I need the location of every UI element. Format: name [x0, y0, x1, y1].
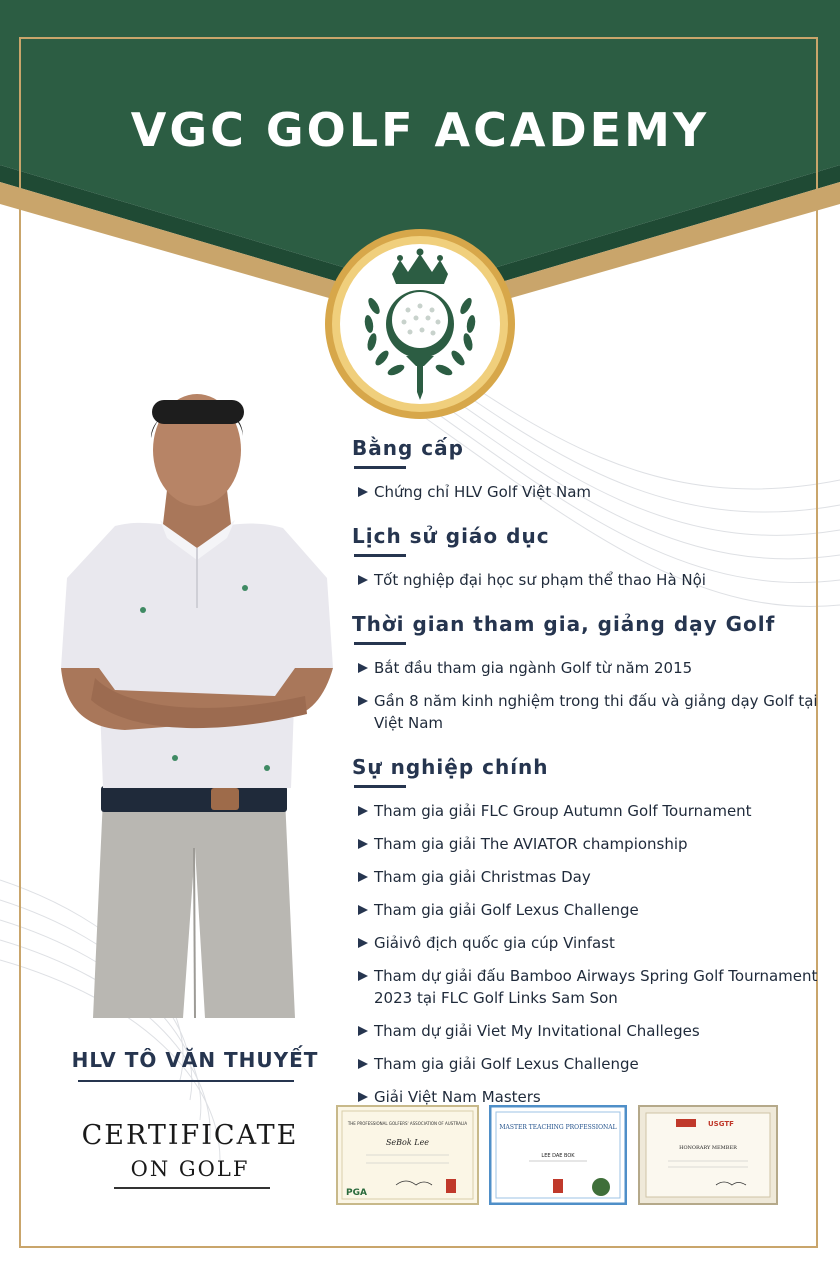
list-item: Giải Việt Nam Masters: [352, 1086, 822, 1108]
bullet-arrow-icon: [358, 905, 368, 915]
svg-text:PGA: PGA: [346, 1188, 367, 1198]
bullet-arrow-icon: [358, 1092, 368, 1102]
profile-content: [352, 430, 822, 1119]
golf-ball-icon: [386, 290, 454, 358]
usgtf-certificate-icon: [638, 1105, 778, 1205]
certificate-title: CERTIFICATE: [81, 1120, 299, 1151]
experience-list: [352, 657, 822, 734]
name-underline: [78, 1080, 294, 1082]
list-item: Tham dự giải Viet My Invitational Challeges: [352, 1020, 822, 1042]
coach-name: HLV TÔ VĂN THUYẾT: [71, 1048, 319, 1072]
page-title: VGC GOLF ACADEMY: [130, 103, 710, 157]
bullet-arrow-icon: [358, 575, 368, 585]
heading-underline: [354, 785, 406, 788]
list-item: Giảivô địch quốc gia cúp Vinfast: [352, 932, 822, 954]
svg-text:HONORARY MEMBER: HONORARY MEMBER: [679, 1145, 737, 1151]
list-item: Tham gia giải FLC Group Autumn Golf Tournament: [352, 800, 822, 822]
list-item: Tham gia giải Golf Lexus Challenge: [352, 899, 822, 921]
coach-photo: [55, 378, 340, 1018]
pga-certificate-icon: [336, 1105, 479, 1205]
list-item: Tham gia giải Golf Lexus Challenge: [352, 1053, 822, 1075]
bullet-arrow-icon: [358, 1059, 368, 1069]
list-item: Tốt nghiệp đại học sư phạm thể thao Hà Nội: [352, 569, 822, 591]
svg-text:THE PROFESSIONAL GOLFERS' ASSO: THE PROFESSIONAL GOLFERS' ASSOCIATION OF AUSTRALIA: [347, 1121, 468, 1126]
svg-text:MASTER TEACHING PROFESSIONAL: MASTER TEACHING PROFESSIONAL: [499, 1124, 617, 1131]
bullet-arrow-icon: [358, 487, 368, 497]
heading-underline: [354, 642, 406, 645]
list-item: Bắt đầu tham gia ngành Golf từ năm 2015: [352, 657, 822, 679]
bullet-arrow-icon: [358, 971, 368, 981]
master-teaching-certificate-icon: [489, 1105, 627, 1205]
certificate-gallery: [336, 1105, 796, 1210]
qualifications-list: [352, 481, 822, 503]
bullet-arrow-icon: [358, 663, 368, 673]
section-heading-qualifications: Bằng cấp: [352, 436, 464, 460]
bullet-arrow-icon: [358, 696, 368, 706]
education-list: [352, 569, 822, 591]
bullet-arrow-icon: [358, 839, 368, 849]
section-heading-career: Sự nghiệp chính: [352, 755, 549, 779]
heading-underline: [354, 466, 406, 469]
svg-text:SeBok Lee: SeBok Lee: [385, 1138, 430, 1147]
list-item: Tham gia giải Christmas Day: [352, 866, 822, 888]
certificate-underline: [114, 1187, 270, 1189]
bullet-arrow-icon: [358, 1026, 368, 1036]
svg-text:LEE DAE BOK: LEE DAE BOK: [541, 1153, 575, 1159]
svg-text:USGTF: USGTF: [708, 1120, 734, 1128]
section-heading-education: Lịch sử giáo dục: [352, 524, 550, 548]
heading-underline: [354, 554, 406, 557]
academy-emblem: [322, 226, 518, 422]
bullet-arrow-icon: [358, 938, 368, 948]
list-item: Chứng chỉ HLV Golf Việt Nam: [352, 481, 822, 503]
bullet-arrow-icon: [358, 806, 368, 816]
bullet-arrow-icon: [358, 872, 368, 882]
career-list: [352, 800, 822, 1108]
section-heading-experience: Thời gian tham gia, giảng dạy Golf: [352, 612, 776, 636]
list-item: Gần 8 năm kinh nghiệm trong thi đấu và giảng dạy Golf tại Việt Nam: [352, 690, 822, 734]
certificate-subtitle: ON GOLF: [130, 1157, 250, 1181]
list-item: Tham gia giải The AVIATOR championship: [352, 833, 822, 855]
list-item: Tham dự giải đấu Bamboo Airways Spring Golf Tournament 2023 tại FLC Golf Links Sam Son: [352, 965, 822, 1009]
